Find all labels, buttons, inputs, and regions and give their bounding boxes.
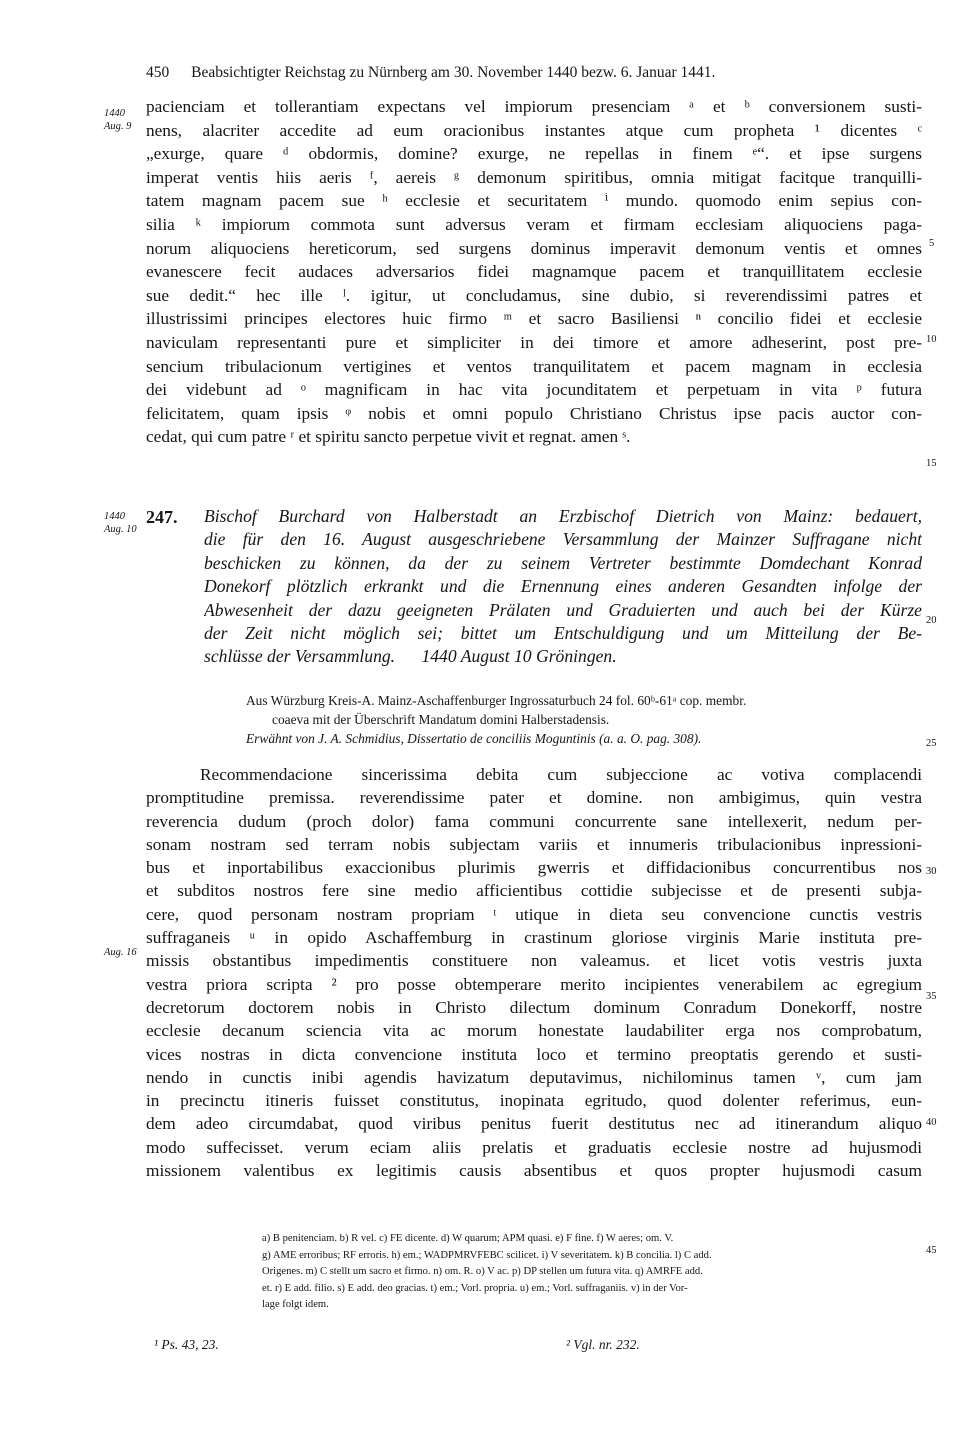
- text-line: missionem valentibus ex legitimis causis absentibus et quos propter hujusmodi casum: [146, 1161, 922, 1181]
- footnote-2: ² Vgl. nr. 232.: [566, 1337, 640, 1352]
- text-line: tatem magnam pacem sue ʰ ecclesie et securitatem ⁱ mundo. quomodo enim sepius con-: [146, 191, 922, 211]
- line-number: 15: [926, 458, 937, 469]
- text-line: sonam nostram sed terram nobis subjectam variis et innumeris tribulacionibus inpressioni-: [146, 834, 922, 854]
- text-line: felicitatem, quam ipsis ᵠ nobis et omni populo Christiano Christus ipse pacis auctor con-: [146, 403, 922, 423]
- document-number: 247.: [146, 507, 178, 527]
- text-line: pacienciam et tollerantiam expectans vel impiorum presenciam ᵃ et ᵇ conversionem susti-: [146, 97, 922, 116]
- apparatus-line: Origenes. m) C stellt um sacro et firmo. n) om. R. o) V ac. p) DP stellen um futura vita. q) AMRFE add.: [262, 1266, 703, 1277]
- margin-date-day: Aug. 9: [104, 121, 132, 132]
- text-line: Recommendacione sincerissima debita cum subjeccione ac votiva complacendi: [200, 765, 922, 784]
- text-line: naviculam representanti pure et simpliciter in dei timore et amore adheserint, post pre-: [146, 332, 922, 352]
- apparatus-line: lage folgt idem.: [262, 1299, 329, 1310]
- line-number: 30: [926, 866, 937, 877]
- margin-date-2: [104, 510, 137, 536]
- text-line: suffraganeis ᵘ in opido Aschaffemburg in crastinum gloriose virginis Marie instituta pre-: [146, 928, 922, 948]
- text-line: norum aliquociens hereticorum, sed surgens dominus imperavit demonum ventis et omnes: [146, 238, 922, 258]
- text-line: in precinctu itineris fuisset constitutus, inopinata egritudo, quod dolenter referimus, eun-: [146, 1091, 922, 1111]
- line-number: 25: [926, 738, 937, 749]
- text-line: decretorum doctorem nobis in Christo dilectum dominum Conradum Donekorff, nostre: [146, 997, 922, 1017]
- source-notes: [246, 691, 922, 748]
- apparatus-line: et. r) E add. filio. s) E add. deo gracias. t) em.; Vorl. propria. u) em.; Vorl. suffraganiis. v) in der Vor-: [262, 1282, 688, 1294]
- margin-date-3: [104, 946, 137, 959]
- regest-line: schlüsse der Versammlung. 1440 August 10 Gröningen.: [204, 646, 617, 667]
- text-line: reverencia dudum (proch dolor) fama communi concurrente sane intellexerit, nedum per-: [146, 811, 922, 831]
- page-number: 450: [146, 64, 170, 81]
- letter-text: [146, 763, 922, 1182]
- line-number: 45: [926, 1245, 937, 1256]
- regest: [204, 505, 922, 669]
- text-line: sue dedit.“ hec ille ˡ. igitur, ut concludamus, sine dubio, si reverendissimi patres et: [146, 285, 922, 305]
- text-line: dei videbunt ad ᵒ magnificam in hac vita jocunditatem et perpetuam in vita ᵖ futura: [146, 380, 922, 400]
- regest-line: beschicken zu können, da der zu seinem Vertreter bestimmte Domdechant Konrad: [204, 552, 922, 573]
- text-line: promptitudine premissa. reverendissime pater et domine. non ambigimus, quin vestra: [146, 788, 922, 808]
- text-line: vices nostras in dicta convencione instituta loco et termino preoptatis gerendo et susti-: [146, 1044, 922, 1064]
- line-number: 40: [926, 1117, 937, 1128]
- apparatus-line: a) B penitenciam. b) R vel. c) FE dicente. d) W quarum; APM quasi. e) F fine. f) W aeres; om. V.: [262, 1233, 674, 1244]
- running-header: [146, 64, 715, 82]
- text-line: „exurge, quare ᵈ obdormis, domine? exurge, ne repellas in finem ᵉ“. et ipse surgens: [146, 144, 922, 164]
- footnote-1: ¹ Ps. 43, 23.: [154, 1337, 219, 1352]
- line-number: 10: [926, 334, 937, 345]
- text-line: evanescere fecit audaces adversarios fidei magnamque pacem et tranquillitatem ecclesie: [146, 262, 922, 282]
- text-line: illustrissimi principes electores huic firmo ᵐ et sacro Basiliensi ⁿ concilio fidei et ecclesie: [146, 309, 922, 329]
- margin-date-1: [104, 107, 131, 133]
- margin-date-year: 1440: [104, 108, 125, 119]
- text-line: missis obstantibus impedimentis constituere non valeamus. et licet votis vestris juxta: [146, 951, 922, 971]
- text-line: bus et inportabilibus exaccionibus plurimis gwerris et diffidacionibus concurrentibus nos: [146, 858, 922, 878]
- margin-date-day: Aug. 10: [104, 524, 137, 535]
- text-block-prev-document: [146, 95, 922, 449]
- line-number: 5: [929, 238, 935, 249]
- text-line: vestra priora scripta ² pro posse obtemperare merito incipientes venerabilem ac egregium: [146, 974, 922, 994]
- line-number: 20: [926, 615, 937, 626]
- margin-date-day: Aug. 16: [104, 947, 137, 958]
- critical-apparatus: [262, 1231, 922, 1314]
- source-line: Aus Würzburg Kreis-A. Mainz-Aschaffenburger Ingrossaturbuch 24 fol. 60ᵇ-61ᵃ cop. membr.: [246, 693, 747, 708]
- apparatus-line: g) AME erroribus; RF erroris. h) em.; WADPMRVFEBC scilicet. i) V severitatem. k) B concilia. l) C add.: [262, 1249, 712, 1261]
- text-line: dem adeo circumdabat, quod viribus penitus fuerit destitutus nec ad itinerandum aliquo: [146, 1114, 922, 1134]
- text-line: nens, alacriter accedite ad eum oracionibus instantes atque cum propheta ¹ dicentes ᶜ: [146, 120, 922, 140]
- text-line: modo suffecisset. verum eciam aliis prelatis et graduatis ecclesie nostre ad hujusmodi: [146, 1137, 922, 1157]
- regest-line: die für den 16. August ausgeschriebene Versammlung der Mainzer Suffragane nicht: [204, 529, 922, 550]
- text-line: ecclesie decanum sciencia vita ac morum honestate laudabiliter erga nos comprobatum,: [146, 1021, 922, 1041]
- margin-date-year: 1440: [104, 511, 125, 522]
- text-line: imperat ventis hiis aeris ᶠ, aereis ᵍ demonum spiritibus, omnia mitigat facitque tranquilli-: [146, 167, 922, 187]
- regest-line: der Zeit nicht möglich sei; bittet um Entschuldigung und um Mitteilung der Be-: [204, 623, 922, 644]
- text-line: et subditos nostros fere sine medio afficientibus cottidie subjecisse et de presenti subja-: [146, 881, 922, 901]
- text-line: sencium tribulacionum vertigines et ventos tranquilitatem et pacem magnam in ecclesia: [146, 356, 922, 376]
- text-line: nendo in cunctis inibi agendis havizatum deputavimus, nichilominus tamen ᵛ, cum jam: [146, 1067, 922, 1087]
- running-title: Beabsichtigter Reichstag zu Nürnberg am 30. November 1440 bezw. 6. Januar 1441.: [191, 64, 716, 81]
- regest-line: Donekorf plötzlich erkrankt und die Ernennung eines anderen Gesandten infolge der: [204, 576, 922, 597]
- text-line: cedat, qui cum patre ʳ et spiritu sancto perpetue vivit et regnat. amen ˢ.: [146, 427, 631, 447]
- source-line: Erwähnt von J. A. Schmidius, Dissertatio de conciliis Moguntinis (a. a. O. pag. 308).: [246, 731, 702, 746]
- text-line: cere, quod personam nostram propriam ᵗ utique in dieta seu convencione cunctis vestris: [146, 904, 922, 924]
- text-line: silia ᵏ impiorum commota sunt adversus veram et firmam ecclesiam aliquociens paga-: [146, 214, 922, 234]
- regest-line: Abwesenheit der dazu geeigneten Prälaten und Graduierten und auch bei der Kürze: [204, 599, 922, 620]
- line-number: 35: [926, 991, 937, 1002]
- source-line: coaeva mit der Überschrift Mandatum domini Halberstadensis.: [272, 712, 610, 727]
- regest-line: Bischof Burchard von Halberstadt an Erzbischof Dietrich von Mainz: bedauert,: [204, 506, 922, 526]
